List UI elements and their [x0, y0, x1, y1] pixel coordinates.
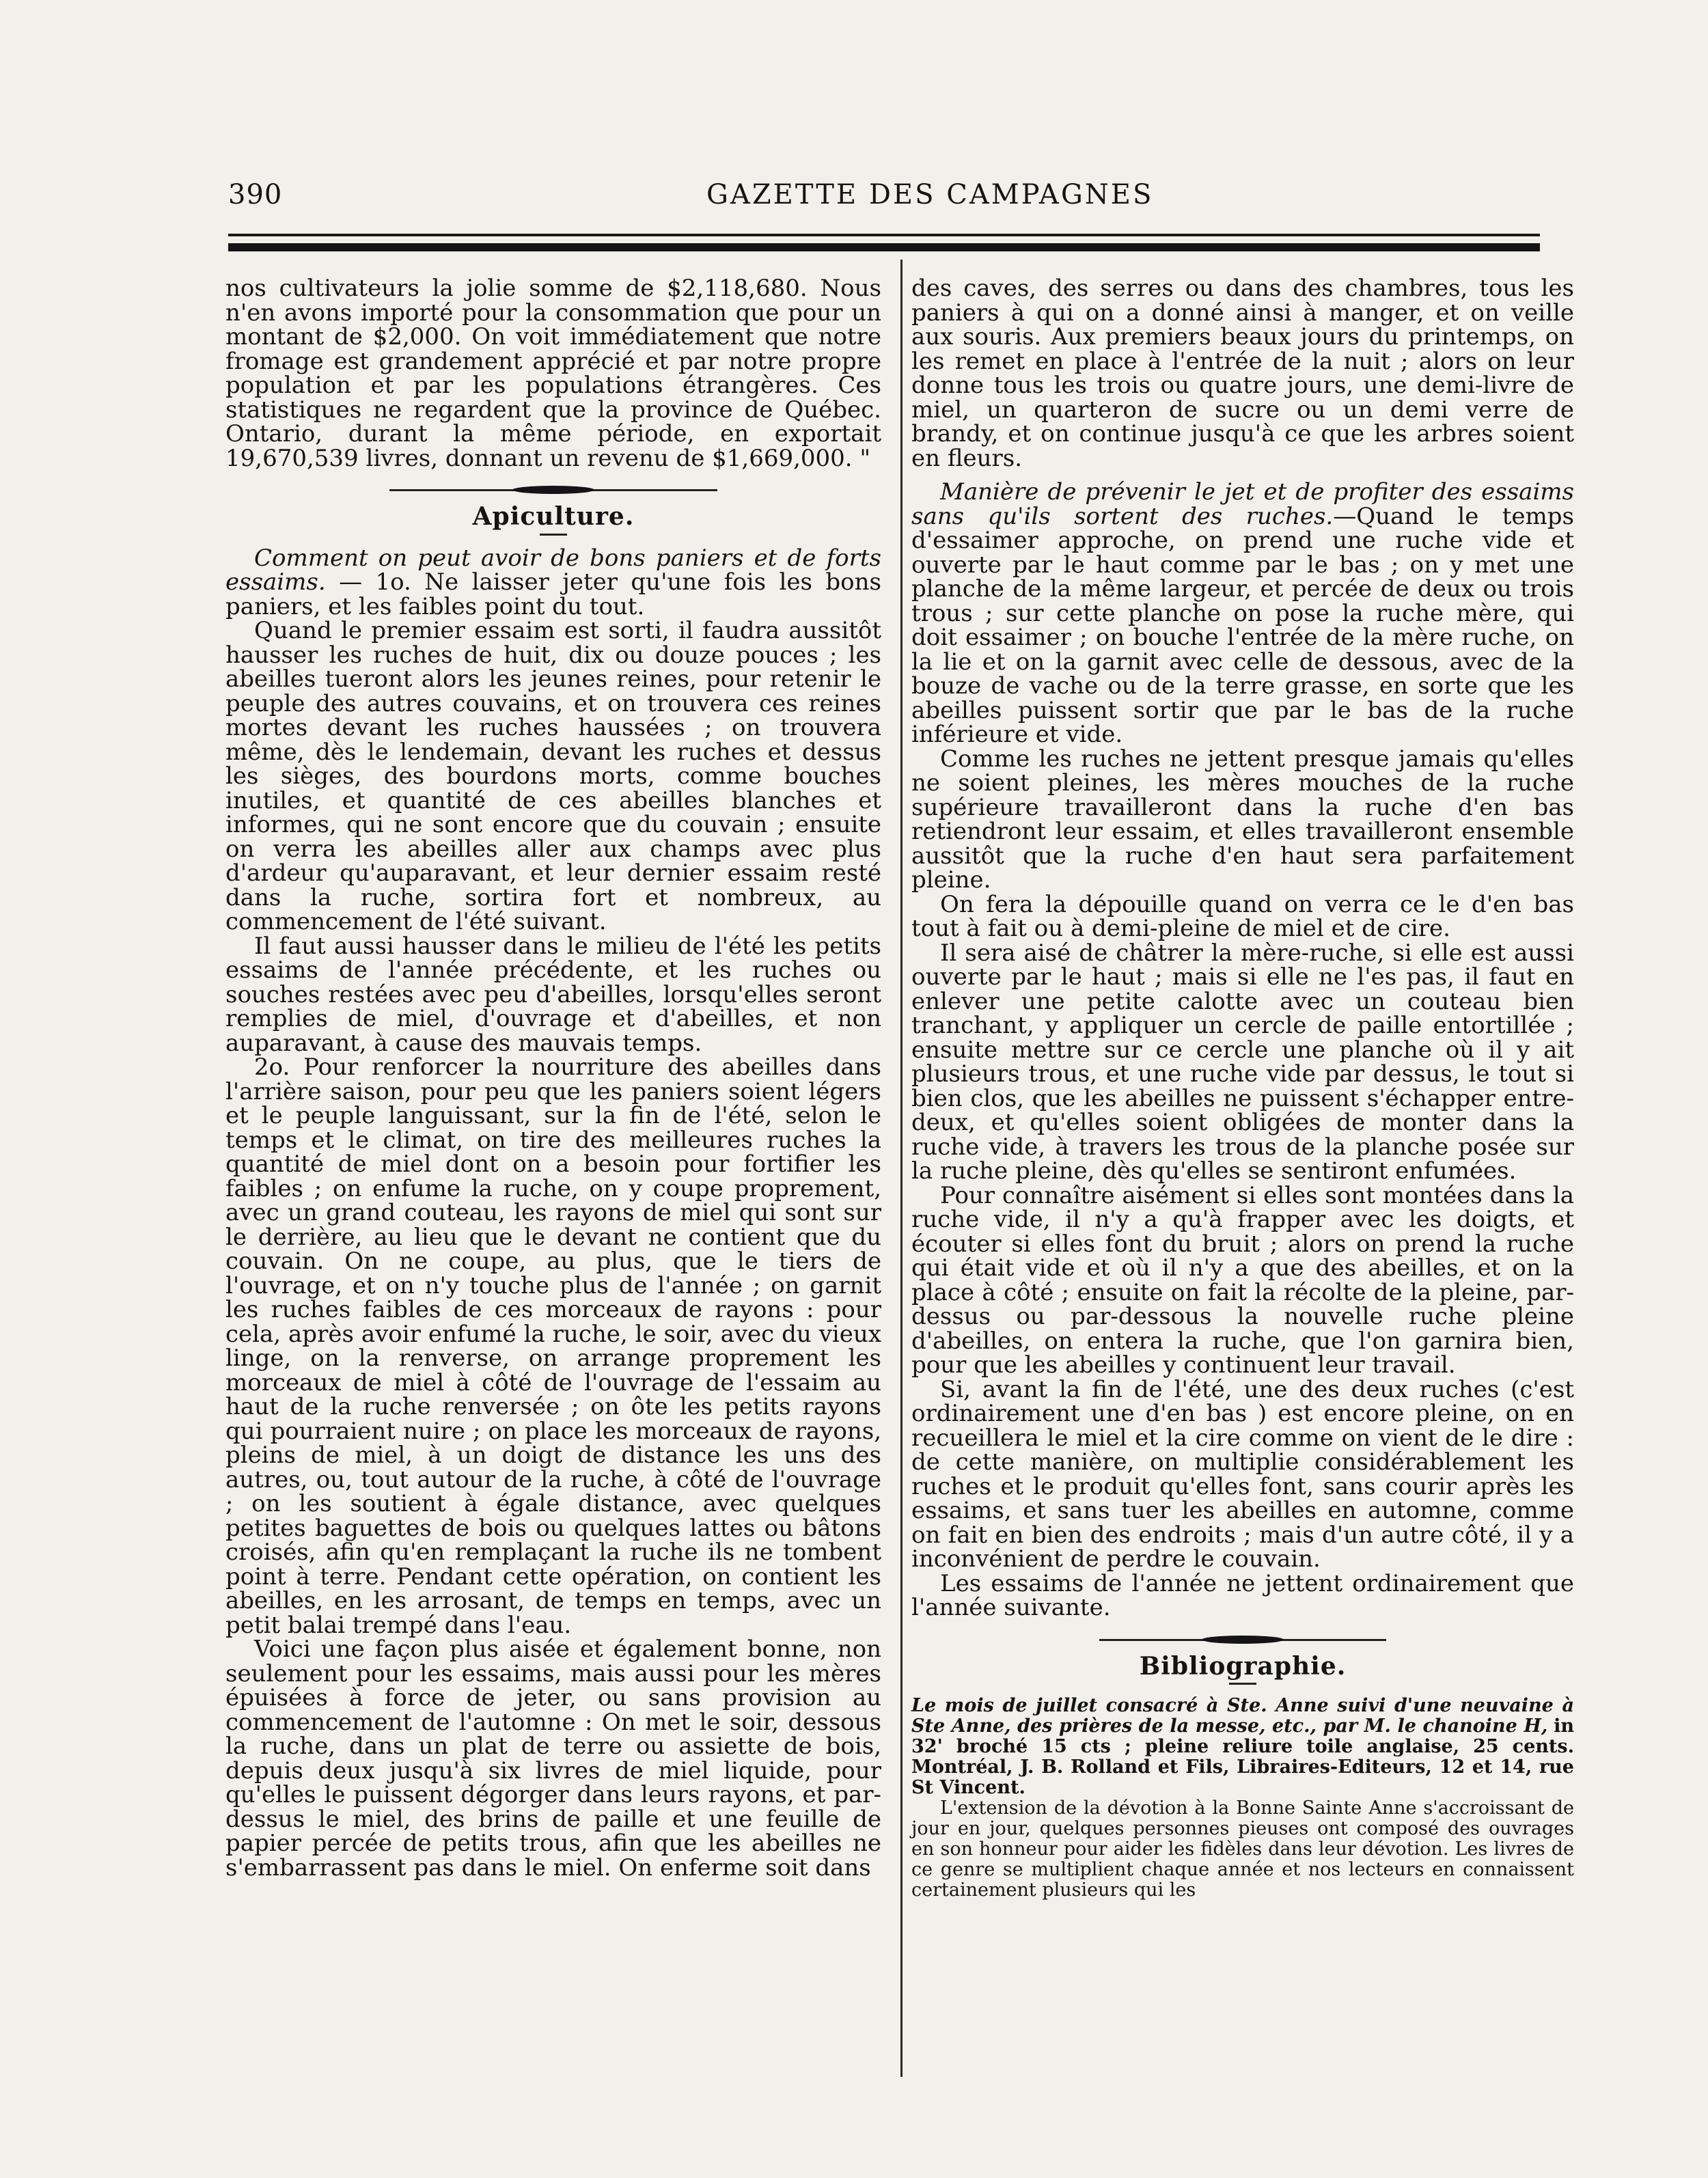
- right-paragraph-4: On fera la dépouille quand on verra ce le d'en bas tout à fait ou à demi-pleine de miel et de cire.: [911, 890, 1574, 942]
- section-dash: [540, 534, 567, 536]
- right-paragraph-6: Pour connaître aisément si elles sont montées dans la ruche vide, il n'y a qu'à frapper avec les doigts, et écouter si elles font du bruit ; alors on prend la ruche qui était vide et où il n'y a que des abeilles, et on la place à côté ; ensuite on fait la récolte de la pleine, par-dessus ou par-dessous la nouvelle ruche pleine d'abeilles, on entera la ruche, que l'on garnira bien, pour que les abeilles y continuent leur travail.: [911, 1181, 1574, 1379]
- bibliography-dash: [1229, 1683, 1256, 1685]
- apiculture-paragraph-2: Quand le premier essaim est sorti, il faudra aussitôt hausser les ruches de huit, dix ou douze pouces ; les abeilles tueront alors les jeunes reines, pour retenir le peuple des autres couvains, et on trouvera ces reines mortes devant les ruches haussées ; on trouvera même, dès le lendemain, devant les ruches et dessus les sièges, des bourdons morts, comme bouches inutiles, et quantité de ces abeilles blanches et informes, qui ne sont encore que du couvain ; ensuite on verra les abeilles aller aux champs avec plus d'ardeur qu'auparavant, et leur dernier essaim resté dans la ruche, sortira fort et nombreux, au commencement de l'été suivant.: [225, 617, 881, 935]
- running-title: GAZETTE DES CAMPAGNES: [706, 179, 1154, 210]
- left-column: [225, 277, 881, 1880]
- right-paragraph-2: [911, 480, 1574, 747]
- bibliography-entry: [911, 1696, 1574, 1798]
- right-paragraph-1: des caves, des serres ou dans des chambres, tous les paniers à qui on a donné ainsi à manger, et on veille aux souris. Aux premiers beaux jours du printemps, on les remet en place à l'entrée de la nuit ; alors on leur donne tous les trois ou quatre jours, une demi-livre de miel, un quarteron de sucre ou un demi verre de brandy, et on continue jusqu'à ce que les arbres soient en fleurs.: [911, 275, 1574, 472]
- right-paragraph-3: Comme les ruches ne jettent presque jamais qu'elles ne soient pleines, les mères mouches de la ruche supérieure travailleront dans la ruche d'en bas retiendront leur essaim, et elles travailleront ensemble aussitôt que la ruche d'en haut sera parfaitement pleine.: [911, 745, 1574, 894]
- column-divider: [900, 260, 903, 2077]
- bibliography-text: L'extension de la dévotion à la Bonne Sainte Anne s'accroissant de jour en jour, quelques personnes pieuses ont composé des ouvrages en son honneur pour aider les fidèles dans leur dévotion. Les livres de ce genre se multiplient chaque année et nos lecteurs en connaissent certainement plusieurs qui les: [911, 1797, 1574, 1901]
- section-title-bibliographie: Bibliographie.: [1139, 1651, 1347, 1681]
- header-rule-thin: [228, 234, 1540, 236]
- bibliography-entry-details: in 32' broché 15 cts ; pleine reliure toile anglaise, 25 cents. Montréal, J. B. Rolland et Fils, Libraires-Editeurs, 12 et 14, rue St Vincent.: [911, 1715, 1574, 1798]
- bibliography-entry-title: Le mois de juillet consacré à Ste. Anne suivi d'une neuvaine à Ste Anne, des prières de la messe, etc., par M. le chanoine H,: [911, 1695, 1574, 1737]
- apiculture-paragraph-4: 2o. Pour renforcer la nourriture des abeilles dans l'arrière saison, pour peu que les paniers soient légers et le peuple languissant, sur la fin de l'été, selon le temps et le climat, on tire des meilleures ruches la quantité de miel dont on a besoin pour fortifier les faibles ; on enfume la ruche, on y coupe proprement, avec un grand couteau, les rayons de miel qui sont sur le derrière, au lieu que le devant ne contient que du couvain. On ne coupe, au plus, que le tiers de l'ouvrage, et on n'y touche plus de l'année ; on garnit les ruches faibles de ces morceaux de rayons : pour cela, après avoir enfumé la ruche, le soir, avec du vieux linge, on la renverse, on arrange proprement les morceaux de miel à côté de l'ouvrage de l'essaim au haut de la ruche renversée ; on ôte les petits rayons qui pourraient nuire ; on place les morceaux de rayons, pleins de miel, à un doigt de distance les uns des autres, ou, tout autour de la ruche, à côté de l'ouvrage ; on les soutient à égale distance, avec quelques petites baguettes de bois ou quelques lattes ou bâtons croisés, afin qu'en remplaçant la ruche ils ne tombent point à terre. Pendant cette opération, on contient les abeilles, en les arrosant, de temps en temps, avec un petit balai trempé dans l'eau.: [225, 1053, 881, 1639]
- right-column: [911, 277, 1574, 1901]
- apiculture-paragraph-1: [225, 544, 881, 620]
- section-title-apiculture: Apiculture.: [472, 502, 635, 531]
- right-paragraph-7: Si, avant la fin de l'été, une des deux ruches (c'est ordinairement une d'en bas ) est encore pleine, on en recueillera le miel et la cire comme on vient de le dire : de cette manière, on multiplie considérablement les ruches et le produit qu'elles font, sans courir après les essaims, et sans tuer les abeilles en automne, comme on fait en bien des endroits ; mais d'un autre côté, il y a inconvénient de perdre le couvain.: [911, 1375, 1574, 1573]
- swarm-text: —Quand le temps d'essaimer approche, on prend une ruche vide et ouverte par le haut comme par le bas ; on y met une planche de la même largeur, et percée de deux ou trois trous ; sur cette planche on pose la ruche mère, qui doit essaimer ; on bouche l'entrée de la mère ruche, on la lie et on la garnit avec celle de dessous, avec de la bouze de vache ou de la terre grasse, en sorte que les abeilles puissent sortir que par le bas de la ruche inférieure et vide.: [911, 502, 1574, 748]
- page-number: 390: [228, 179, 283, 210]
- intro-paragraph: nos cultivateurs la jolie somme de $2,118,680. Nous n'en avons importé pour la consommation que pour un montant de $2,000. On voit immédiatement que notre fromage est grandement apprécié et par notre propre population et par les populations étrangères. Ces statistiques ne regardent que la province de Québec. Ontario, durant la même période, en exportait 19,670,539 livres, donnant un revenu de $1,669,000. ": [225, 275, 881, 472]
- apiculture-lead: Comment on peut avoir de bons paniers et de forts essaims.: [225, 544, 881, 596]
- bibliography-ornament: [1099, 1633, 1386, 1648]
- header-rule-thick: [228, 243, 1540, 251]
- swarm-lead: Manière de prévenir le jet et de profiter des essaims sans qu'ils sortent des ruches.: [911, 478, 1574, 530]
- right-paragraph-5: Il sera aisé de châtrer la mère-ruche, si elle est aussi ouverte par le haut ; mais si elle ne l'es pas, il faut en enlever une petite calotte avec un couteau bien tranchant, y appliquer un cercle de paille entortillée ; ensuite mettre sur ce cercle une planche où il y ait plusieurs trous, et une ruche vide par dessus, le tout si bien clos, que les abeilles ne puissent s'échapper entre-deux, et qu'elles soient obligées de monter dans la ruche vide, à travers les trous de la planche posée sur la ruche pleine, dès qu'elles se sentiront enfumées.: [911, 939, 1574, 1185]
- apiculture-p1-text: — 1o. Ne laisser jeter qu'une fois les bons paniers, et les faibles point du tout.: [225, 568, 881, 620]
- section-ornament: [389, 483, 717, 498]
- apiculture-paragraph-3: Il faut aussi hausser dans le milieu de l'été les petits essaims de l'année précédente, et les ruches ou souches restées avec peu d'abeilles, lorsqu'elles seront remplies de miel, d'ouvrage et d'abeilles, et non auparavant, à cause des mauvais temps.: [225, 932, 881, 1057]
- right-paragraph-8: Les essaims de l'année ne jettent ordinairement que l'année suivante.: [911, 1569, 1574, 1621]
- apiculture-paragraph-5: Voici une façon plus aisée et également bonne, non seulement pour les essaims, mais aussi pour les mères épuisées à force de jeter, ou sans provision au commencement de l'automne : On met le soir, dessous la ruche, dans un plat de terre ou assiette de bois, depuis deux jusqu'à six livres de miel liquide, pour qu'elles le puissent dégorger dans leurs rayons, et par-dessus le miel, des brins de paille et une feuille de papier percée de petits trous, afin que les abeilles ne s'embarrassent pas dans le miel. On enferme soit dans: [225, 1636, 881, 1881]
